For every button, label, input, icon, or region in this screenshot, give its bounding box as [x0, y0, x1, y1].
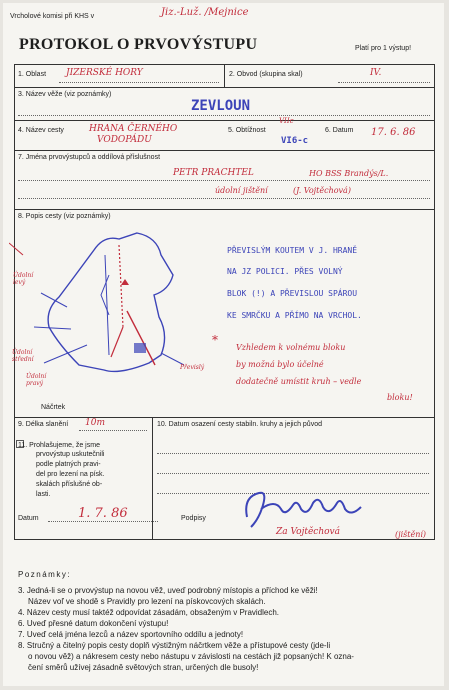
popis-red-line-4: bloku!: [387, 393, 413, 402]
commission-value: Jiz.-Luž. /Mejnice: [161, 7, 249, 18]
oblast-label: 1. Oblast: [18, 71, 47, 78]
prohlaseni-line-4: del pro lezení na písk.: [36, 471, 105, 478]
jmena-value-2: HO BSS Brandýs/L.: [309, 169, 389, 178]
poznamka-7: o novou věž) a nákresem cesty nebo nástupu v závislosti na cestách již popsaných! K ozna-: [28, 652, 354, 661]
poznamka-4: 6. Uveď přesné datum dokončení výstupu!: [18, 619, 169, 628]
vez-label: 3. Název věže (viz poznámky): [18, 91, 112, 98]
sketch-label-right: Údolní pravý: [26, 373, 47, 387]
jmena-label: 7. Jména prvovýstupců a oddílová příslušnost: [18, 154, 161, 161]
datum2-label: Datum: [18, 515, 39, 522]
poznamka-8: čení směrů užívej zásadně světových stran, určených dle busoly!: [28, 663, 259, 672]
poznamky-heading: Poznámky:: [18, 570, 72, 579]
poznamka-2: Název voľ ve shodě s Pravidly pro lezení na pískovcových skalách.: [28, 597, 266, 606]
signature-1: [241, 487, 381, 531]
obtiznost-label: 5. Obtížnost: [228, 127, 266, 134]
cesta-label: 4. Název cesty: [18, 127, 64, 134]
cesta-value-2: VODOPÁDU: [97, 135, 152, 145]
signature-2-note: (jištění): [395, 530, 427, 539]
jmena-value-1: PETR PRACHTEL: [173, 168, 254, 178]
validity-note: Platí pro 1 výstup!: [355, 45, 412, 52]
obtiznost-value: VIIc: [279, 117, 294, 125]
poznamka-1: 3. Jedná-li se o prvovýstup na novou věž, uveď podrobný místopis a příchod ke věži!: [18, 586, 318, 595]
popis-label: 8. Popis cesty (viz poznámky): [18, 213, 111, 220]
delka-label: 9. Délka slanění: [18, 421, 69, 428]
poznamka-5: 7. Uveď celá jména lezců a název sportovního oddílu a jednoty!: [18, 630, 244, 639]
popis-red-line-3: dodatečně umístit kruh – vedle: [236, 377, 362, 386]
sketch-label-middle: Údolní střední: [12, 349, 34, 363]
popis-line-1: PŘEVISLÝM KOUTEM V J. HRANĚ: [227, 246, 358, 255]
oblast-value: JIZERSKÉ HORY: [66, 68, 143, 78]
signature-2: Za Vojtěchová: [276, 527, 341, 537]
datum-label: 6. Datum: [325, 127, 354, 134]
sketch-label-left: Údolní levý: [13, 272, 34, 286]
poznamka-6: 8. Stručný a čitelný popis cesty doplň výstižným náčrtkem věže a přístupové cesty (jde-li: [18, 641, 331, 650]
podpisy-label: Podpisy: [181, 515, 206, 522]
popis-line-4: KE SMRČKU A PŘÍMO NA VRCHOL.: [227, 311, 362, 320]
poznamka-3: 4. Název cesty musí taktéž odpovídat zásadám, obsaženým v Pravidlech.: [18, 608, 280, 617]
popis-red-line-2: by možná bylo účelné: [236, 360, 324, 369]
delka-value: 10m: [85, 418, 105, 428]
popis-line-2: NA JZ POLICI. PŘES VOLNÝ: [227, 267, 343, 276]
prohlaseni-line-2: prvovýstup uskutečnili: [36, 451, 105, 458]
vez-value: ZEVLOUN: [191, 98, 251, 114]
datum-value: 17. 6. 86: [371, 127, 416, 138]
sketch-label-overhang: Převislý: [180, 364, 205, 371]
obtiznost-value-2: VI6-c: [281, 136, 309, 146]
datum2-value: 1. 7. 86: [78, 506, 128, 521]
jmena-value-4: (J. Vojtěchová): [293, 186, 351, 195]
prohlaseni-line-5: skalách příslušné ob-: [36, 481, 103, 488]
cesta-value-1: HRANA ČERNÉHO: [89, 124, 178, 134]
commission-label: Vrcholové komisi při KHS v: [10, 13, 95, 20]
red-asterisk: *: [212, 333, 218, 347]
obvod-label: 2. Obvod (skupina skal): [229, 71, 303, 78]
nacrtek-label: Náčrtek: [41, 404, 66, 411]
page-title: PROTOKOL O PRVOVÝSTUPU: [19, 36, 258, 53]
jmena-value-3: údolní jištění: [215, 186, 268, 195]
prohlaseni-line-6: lasti.: [36, 491, 51, 498]
prohlaseni-line-3: podle platných pravi-: [36, 461, 101, 468]
popis-red-line-1: Vzhledem k volnému bloku: [236, 343, 346, 352]
obvod-value: IV.: [370, 68, 382, 78]
prohlaseni-line-1: 11. Prohlašujeme, že jsme: [18, 442, 100, 449]
osazeni-label: 10. Datum osazení cesty stabiln. kruhy a jejich původ: [157, 421, 322, 428]
protocol-sheet: [3, 3, 444, 686]
popis-line-3: BLOK (!) A PŘEVISLOU SPÁROU: [227, 289, 358, 298]
